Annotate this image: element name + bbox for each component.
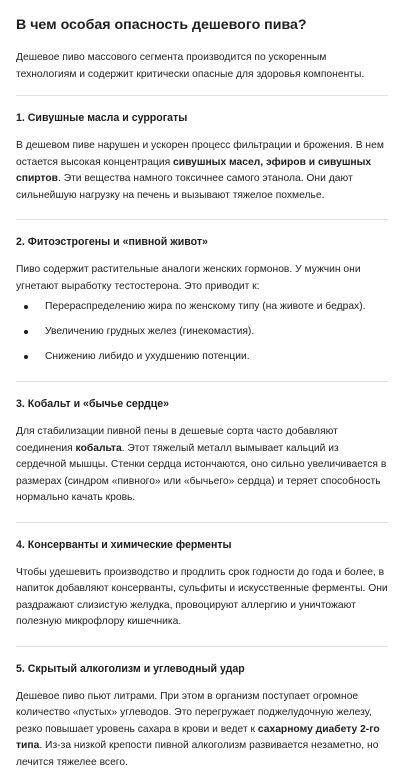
article-title: В чем особая опасность дешевого пива? <box>16 16 388 34</box>
bullet-icon <box>24 330 28 334</box>
list-item: Снижению либидо и ухудшению потенции. <box>16 349 388 365</box>
emphasis-text: кобальта <box>76 443 122 454</box>
bullet-icon <box>24 305 28 309</box>
section-body-cobalt: Для стабилизации пивной пены в дешевые сорта часто добавляют соединения кобальта. Этот тяжелый металл вымывает кальций из сердечной мышцы. Стенки сердца истончаются, оно сильно увеличивается в размерах (синдром «пивного» или «бычьего» сердца) и теряет способность нормально качать кровь. <box>16 424 388 507</box>
section-heading-cobalt: 3. Кобальт и «бычье сердце» <box>16 397 388 412</box>
section-heading-alcoholism: 5. Скрытый алкоголизм и углеводный удар <box>16 662 388 677</box>
effects-list <box>16 299 388 365</box>
section-body-alcoholism: Дешевое пиво пьют литрами. При этом в организм поступает огромное количество «пустых» углеводов. Это перегружает поджелудочную железу, резко повышает уровень сахара в крови и ведет к сахарному диабету 2-го типа. Из-за низкой крепости пивной алкоголизм развивается незаметно, но лечится тяжелее всего. <box>16 689 388 771</box>
section-divider <box>16 522 388 523</box>
intro-paragraph: Дешевое пиво массового сегмента производится по ускоренным технологиям и содержит критически опасные для здоровья компоненты. <box>16 50 388 83</box>
emphasis-text: сахарному диабету 2-го типа <box>16 724 380 752</box>
section-body-oils: В дешевом пиве нарушен и ускорен процесс фильтрации и брожения. В нем остается высокая концентрация сивушных масел, эфиров и сивушных спиртов. Эти вещества намного токсичнее самого этанола. Они дают сильнейшую нагрузку на печень и вызывают тяжелое похмелье. <box>16 138 388 204</box>
section-body-phytoestrogens: Пиво содержит растительные аналоги женских гормонов. У мужчин они угнетают выработку тестостерона. Это приводит к: <box>16 262 388 295</box>
list-item: Перераспределению жира по женскому типу (на животе и бедрах). <box>16 299 388 315</box>
section-divider <box>16 95 388 96</box>
list-item: Увеличению грудных желез (гинекомастия). <box>16 324 388 340</box>
emphasis-text: сивушных масел, эфиров и сивушных спиртов <box>16 157 371 185</box>
section-heading-preservatives: 4. Консерванты и химические ферменты <box>16 538 388 553</box>
section-body-preservatives: Чтобы удешевить производство и продлить срок годности до года и более, в напиток добавляют консерванты, сульфиты и искусственные ферменты. Они раздражают слизистую желудка, провоцируют аллергию и уничтожают полезную микрофлору кишечника. <box>16 565 388 631</box>
section-divider <box>16 381 388 382</box>
section-heading-oils: 1. Сивушные масла и суррогаты <box>16 111 388 126</box>
section-heading-phytoestrogens: 2. Фитоэстрогены и «пивной живот» <box>16 235 388 250</box>
bullet-icon <box>24 355 28 359</box>
section-divider <box>16 646 388 647</box>
section-divider <box>16 219 388 220</box>
